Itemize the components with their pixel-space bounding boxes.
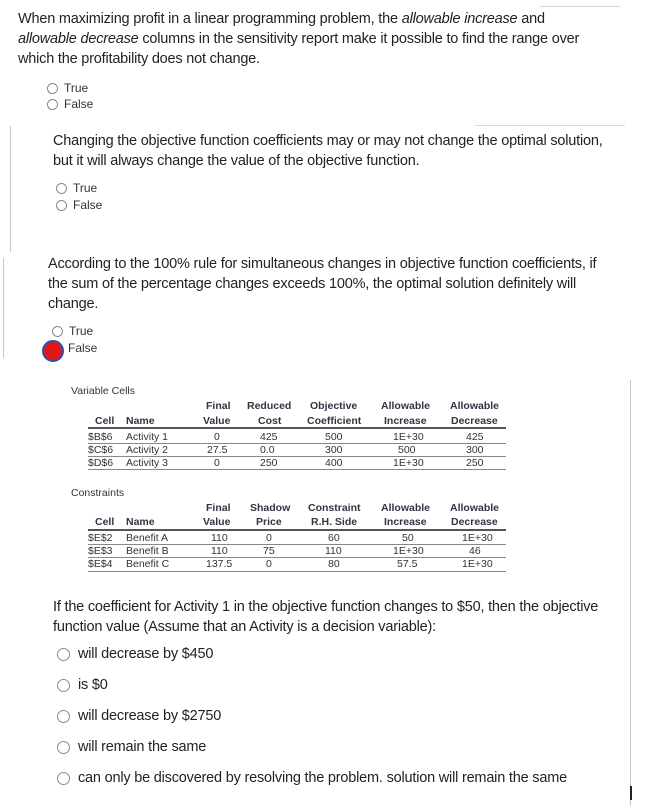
constraints-title: Constraints: [71, 487, 125, 499]
question-1-text: When maximizing profit in a linear programming problem, the allowable increase and allowable decrease columns in the sensitivity report make it possible to find the range over which the profitability does not change.: [18, 11, 580, 67]
con-row-1-decrease: 1E+30: [462, 532, 493, 544]
var-row-1-reduced: 425: [260, 431, 278, 443]
con-table-bottom-rule: [88, 571, 506, 572]
con-row-3-name: Benefit C: [126, 558, 170, 570]
var-header-allow-dec: Allowable: [450, 400, 500, 412]
q1-option-false[interactable]: False: [47, 97, 93, 111]
con-header-decrease: Decrease: [451, 516, 498, 528]
con-header-price: Price: [256, 516, 282, 528]
var-table-bottom-rule: [88, 469, 506, 470]
con-row-3-increase: 57.5: [397, 558, 418, 570]
con-row-1-increase: 50: [402, 532, 414, 544]
con-header-name: Name: [126, 516, 155, 528]
var-header-increase: Increase: [384, 415, 427, 427]
var-row-2-decrease: 300: [466, 444, 484, 456]
var-row-3-name: Activity 3: [126, 457, 169, 469]
con-row-1-cell: $E$2: [88, 532, 113, 544]
con-header-shadow: Shadow: [250, 502, 291, 514]
con-row-2-name: Benefit B: [126, 545, 169, 557]
con-row-3-rhs: 80: [328, 558, 340, 570]
q2-option-false[interactable]: False: [56, 198, 102, 212]
var-row-3-reduced: 250: [260, 457, 278, 469]
q4-option-4[interactable]: will remain the same: [57, 739, 206, 755]
var-row-2-reduced: 0.0: [260, 444, 275, 456]
var-header-rule: [88, 427, 506, 429]
q3-option-true[interactable]: True: [52, 324, 93, 338]
q3-option-false[interactable]: False: [68, 341, 98, 355]
var-row-1-name: Activity 1: [126, 431, 169, 443]
var-row-1-cell: $B$6: [88, 431, 113, 443]
question-2-text: Changing the objective function coefficients may or may not change the optimal solution, but it will always change the value of the objective function.: [53, 133, 603, 169]
var-row-3-decrease: 250: [466, 457, 484, 469]
con-row-2-decrease: 46: [469, 545, 481, 557]
con-row-2-cell: $E$3: [88, 545, 113, 557]
var-header-allow-inc: Allowable: [381, 400, 431, 412]
question-4-text: If the coefficient for Activity 1 in the objective function changes to $50, then the objective function value (Assume that an Activity is a decision variable):: [53, 599, 599, 635]
con-header-rhs: R.H. Side: [311, 516, 358, 528]
var-header-coefficient: Coefficient: [307, 415, 362, 427]
radio-unselected-icon[interactable]: [57, 648, 70, 661]
var-row-1-objective: 500: [325, 431, 343, 443]
question-3-text: According to the 100% rule for simultaneous changes in objective function coefficients, if the sum of the percentage changes exceeds 100%, the optimal solution definitely will change.: [48, 256, 597, 312]
q2-option-true[interactable]: True: [56, 181, 97, 195]
q4-option-3[interactable]: will decrease by $2750: [57, 708, 221, 724]
var-row-1-final: 0: [214, 431, 220, 443]
con-header-final: Final: [206, 502, 231, 514]
radio-unselected-icon[interactable]: [57, 772, 70, 785]
radio-unselected-icon[interactable]: [57, 710, 70, 723]
con-row-2-rhs: 110: [325, 545, 342, 557]
radio-unselected-icon[interactable]: [57, 679, 70, 692]
con-header-allow-dec: Allowable: [450, 502, 500, 514]
var-row-2-final: 27.5: [207, 444, 228, 456]
con-row-1-name: Benefit A: [126, 532, 169, 544]
con-header-allow-inc: Allowable: [381, 502, 431, 514]
con-row-2-increase: 1E+30: [393, 545, 424, 557]
con-header-rule: [88, 529, 506, 531]
var-row-1-increase: 1E+30: [393, 431, 424, 443]
var-header-reduced: Reduced: [247, 400, 292, 412]
var-header-cell: Cell: [95, 415, 115, 427]
q4-option-1[interactable]: will decrease by $450: [57, 646, 213, 662]
var-row-3-cell: $D$6: [88, 457, 114, 469]
con-header-value: Value: [203, 516, 231, 528]
var-row-1-decrease: 425: [466, 431, 484, 443]
var-header-final: Final: [206, 400, 231, 412]
q4-option-2[interactable]: is $0: [57, 677, 108, 693]
var-row-2-name: Activity 2: [126, 444, 169, 456]
var-row-2-objective: 300: [325, 444, 343, 456]
var-row-3-objective: 400: [325, 457, 343, 469]
con-header-cell: Cell: [95, 516, 115, 528]
var-header-cost: Cost: [258, 415, 282, 427]
con-row-3-decrease: 1E+30: [462, 558, 493, 570]
var-row-3-final: 0: [214, 457, 220, 469]
con-row-1-final: 110: [211, 532, 228, 544]
q4-option-5[interactable]: can only be discovered by resolving the problem. solution will remain the same: [57, 770, 567, 786]
radio-unselected-icon[interactable]: [57, 741, 70, 754]
con-header-constraint: Constraint: [308, 502, 361, 514]
var-header-name: Name: [126, 415, 155, 427]
variable-cells-title: Variable Cells: [71, 385, 135, 397]
con-header-increase: Increase: [384, 516, 427, 528]
con-row-3-final: 137.5: [206, 558, 233, 570]
var-row-2-increase: 500: [398, 444, 416, 456]
con-row-2-shadow: 75: [263, 545, 275, 557]
var-row-3-increase: 1E+30: [393, 457, 424, 469]
con-row-2-final: 110: [211, 545, 228, 557]
var-header-value: Value: [203, 415, 231, 427]
con-row-3-cell: $E$4: [88, 558, 113, 570]
con-row-3-shadow: 0: [266, 558, 272, 570]
q1-option-true[interactable]: True: [47, 81, 88, 95]
var-header-objective: Objective: [310, 400, 358, 412]
var-header-decrease: Decrease: [451, 415, 498, 427]
con-row-1-shadow: 0: [266, 532, 272, 544]
con-row-1-rhs: 60: [328, 532, 340, 544]
var-row-2-cell: $C$6: [88, 444, 114, 456]
